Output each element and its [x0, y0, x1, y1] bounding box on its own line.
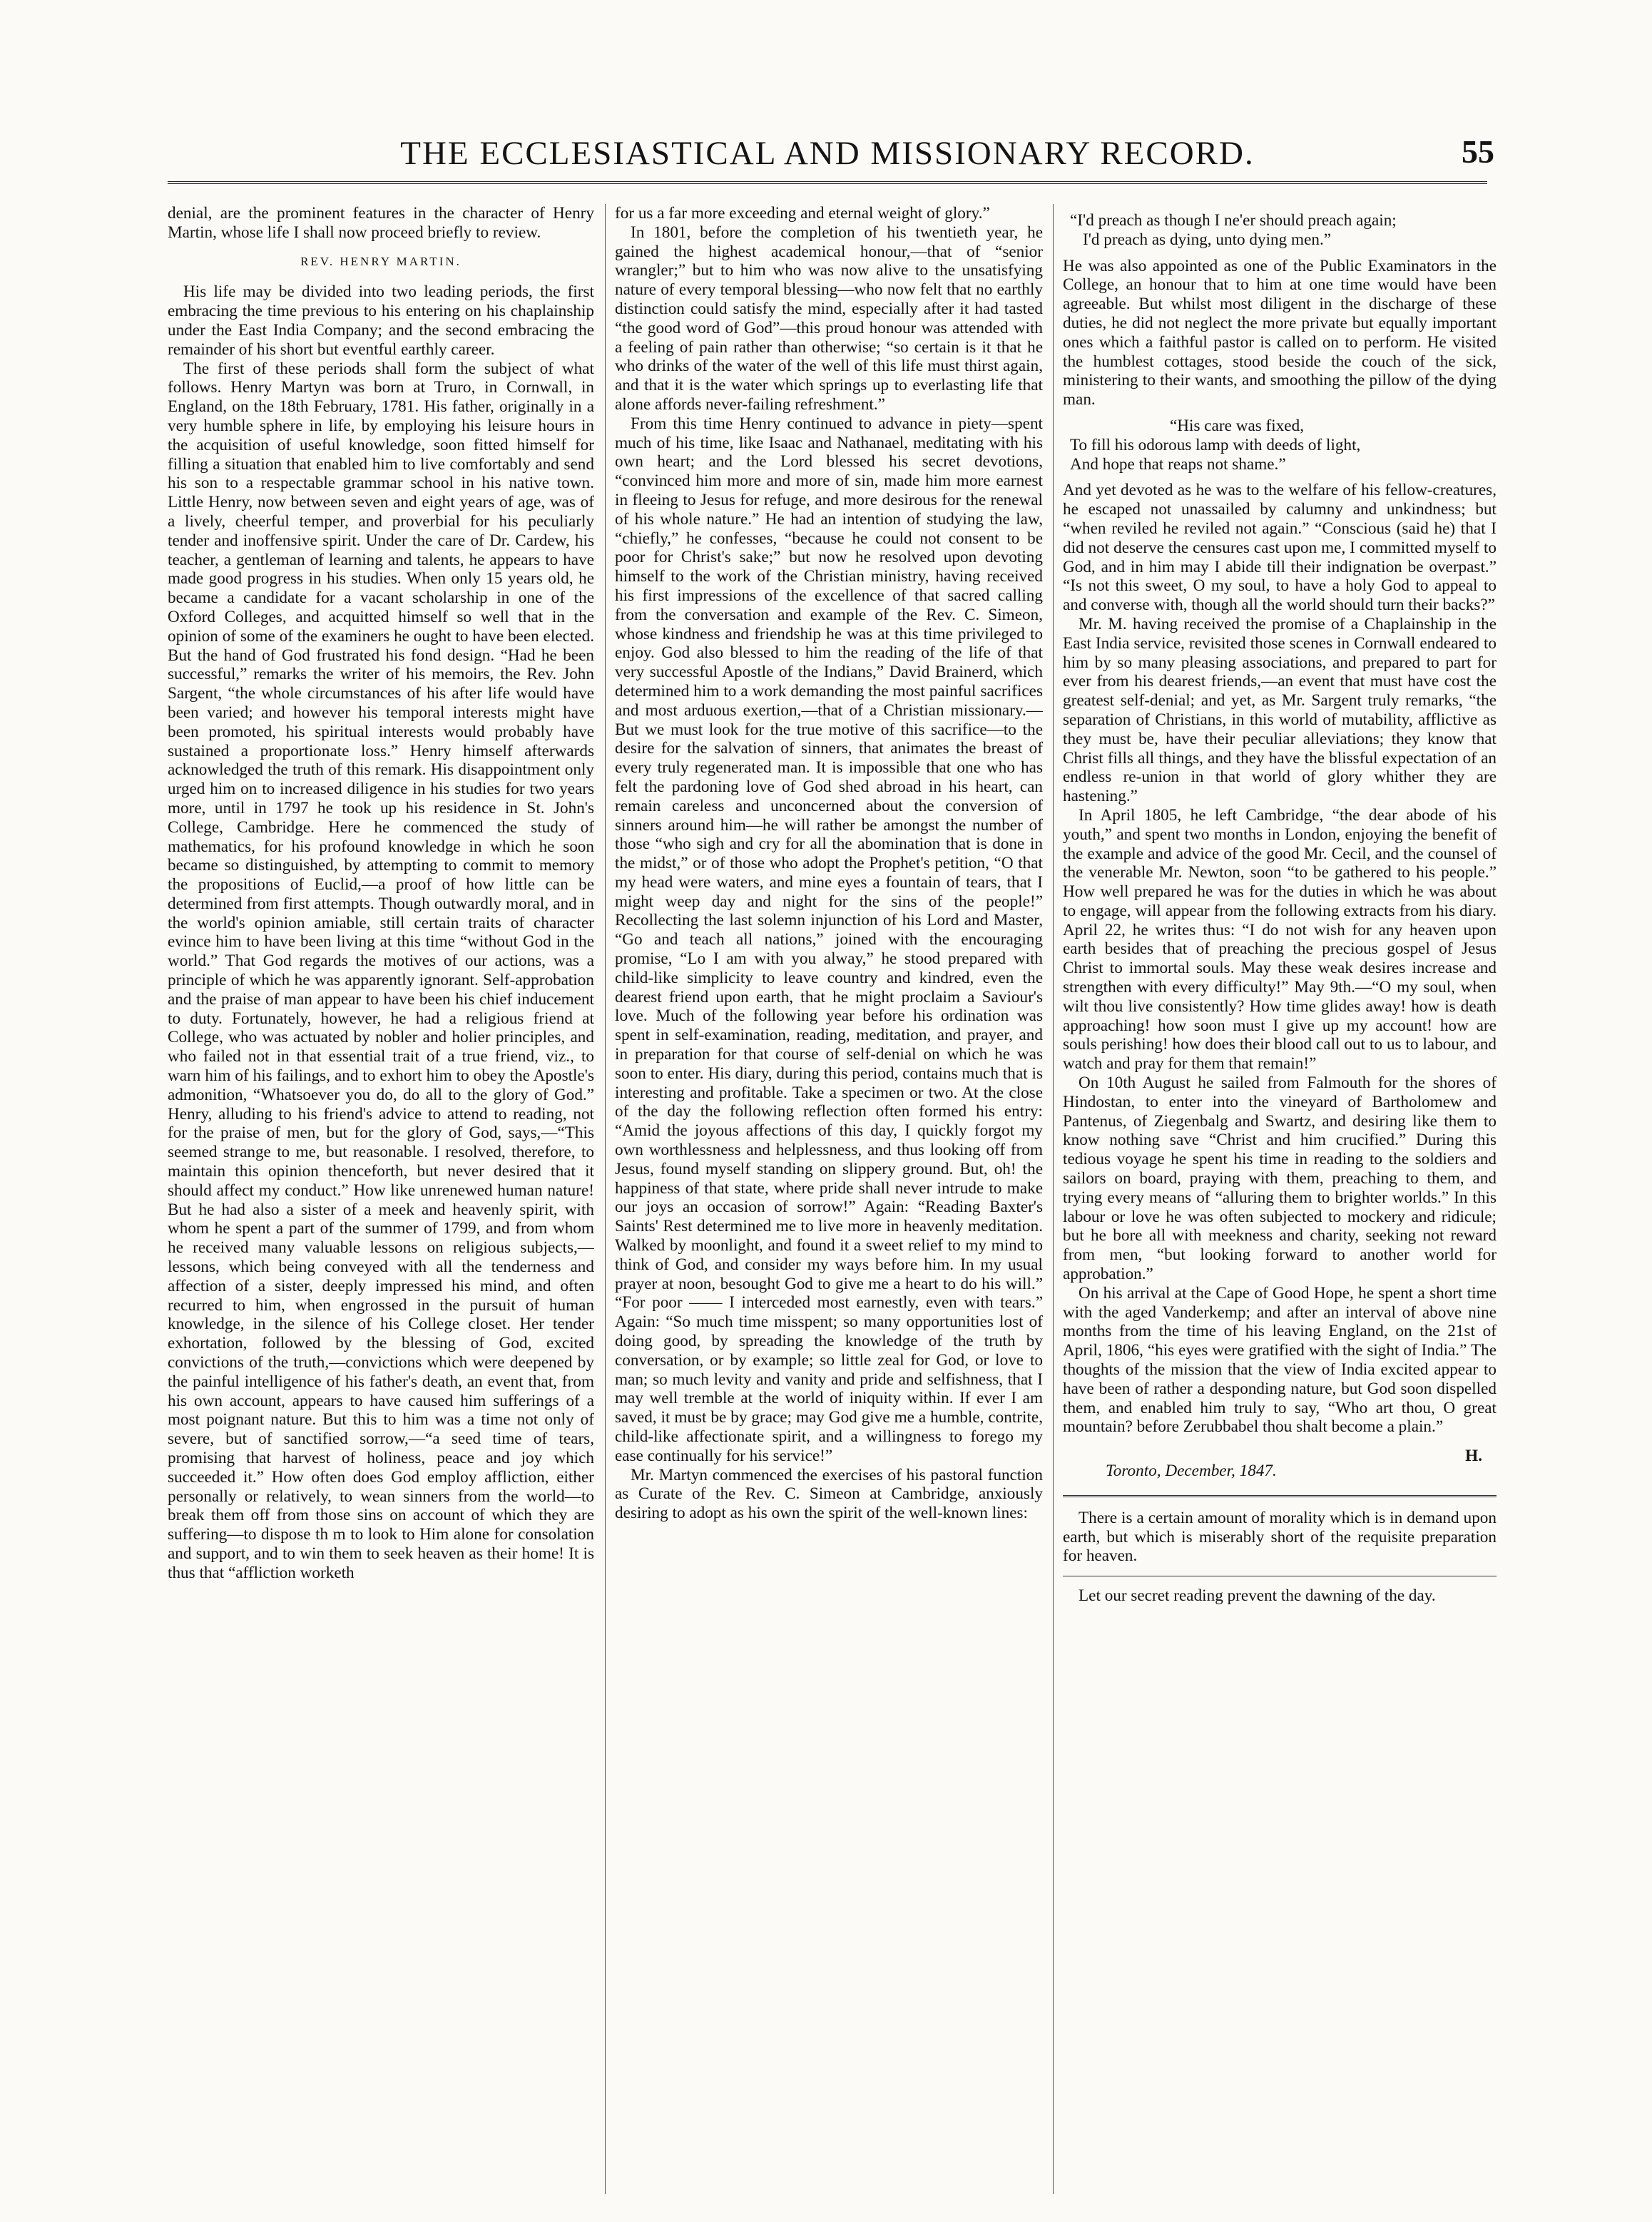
paragraph: On his arrival at the Cape of Good Hope, he spent a short time with the aged Vanderkemp; and after an interval of above nine months from the time of his leaving England, on the 21st of April, 1806, “his eyes were gratified with the sight of India.” The thoughts of the mission that the view of India excited appear to have been of rather a desponding nature, but God soon dispelled them, and enabled him truly to say, “Who art thou, O great mountain? before Zerubbabel thou shalt become a plain.”: [1063, 1283, 1497, 1437]
verse-line: And hope that reaps not shame.”: [1070, 454, 1286, 474]
paragraph: On 10th August he sailed from Falmouth for the shores of Hindostan, to enter into the vineyard of Bartholomew and Pantenus, of Ziegenbalg and Swartz, and desiring like them to know nothing save “Christ and him crucified.” During this tedious voyage he spent his time in reading to the soldiers and sailors on board, praying with them, preaching to them, and trying every means of “alluring them to brighter worlds.” In this labour or love he was often subjected to mockery and ridicule; but he bore all with meekness and charity, seeking not reward from men, “but looking forward to another world for approbation.”: [1063, 1074, 1497, 1284]
verse-line: “I'd preach as though I ne'er should preach again;: [1070, 211, 1397, 230]
running-title: THE ECCLESIASTICAL AND MISSIONARY RECORD.: [400, 135, 1255, 172]
paragraph: denial, are the prominent features in the character of Henry Martin, whose life I shall now proceed briefly to review.: [168, 204, 594, 242]
paragraph: In 1801, before the completion of his twentieth year, he gained the highest academical honour,—that of “senior wrangler;” but to him who was now alive to the unsatisfying nature of every temporal blessing—who now felt that no earthly distinction could satisfy the mind, especially after it had tasted “the good word of God”—this proud honour was attended with a feeling of pain rather than otherwise; “so certain is it that he who drinks of the water of the well of this life must thirst again, and that it is the water which springs up to everlasting life that alone affords never-failing refreshment.”: [615, 223, 1043, 414]
author-signature: H.: [1465, 1447, 1482, 1466]
verse-quote: [1063, 211, 1497, 250]
dateline: Toronto, December, 1847.: [1106, 1462, 1277, 1480]
page-header: [168, 133, 1494, 177]
verse-line: To fill his odorous lamp with deeds of light,: [1070, 435, 1361, 454]
paragraph: And yet devoted as he was to the welfare of his fellow-creatures, he escaped not unassailed by calumny and unkindness; but “when reviled he reviled not again.” “Conscious (said he) that I did not deserve the censures cast upon me, I committed myself to God, and in him may I abide till their indignation be overpast.” “Is not this sweet, O my soul, to have a holy God to appeal to and converse with, though all the world should turn their backs?”: [1063, 481, 1497, 615]
paragraph: Mr. M. having received the promise of a Chaplainship in the East India service, revisited those scenes in Cornwall endeared to him by so many pleasing associations, and prepared to part for ever from his dearest friends,—an event that must have cost the greatest self-denial; and yet, as Mr. Sargent truly remarks, “the separation of Christians, in this world of mutability, afflictive as they must be, have their peculiar alleviations; they know that Christ fills all things, and they have the blissful expectation of an endless re-union in that world of glory whither they are hastening.”: [1063, 614, 1497, 806]
note-paragraph: There is a certain amount of morality which is in demand upon earth, but which is miserably short of the requisite preparation for heaven.: [1063, 1508, 1497, 1566]
paragraph: Mr. Martyn commenced the exercises of his pastoral function as Curate of the Rev. C. Simeon at Cambridge, anxiously desiring to adopt as his own the spirit of the well-known lines:: [615, 1465, 1043, 1523]
column-divider: [1053, 204, 1054, 2194]
column-3: [1063, 204, 1497, 2194]
column-divider: [605, 204, 606, 2194]
header-rule: [168, 181, 1487, 184]
paragraph: He was also appointed as one of the Public Examinators in the College, an honour that to him at one time would have been agreeable. But whilst most diligent in the discharge of these duties, he did not neglect the more private but equally important ones which a faithful pastor is called on to perform. He visited the humblest cottages, stood beside the couch of the sick, ministering to their wants, and smoothing the pillow of the dying man.: [1063, 256, 1497, 409]
section-heading: REV. HENRY MARTIN.: [300, 254, 462, 268]
paragraph: The first of these periods shall form the subject of what follows. Henry Martyn was born at Truro, in Cornwall, in England, on the 18th February, 1781. His father, originally in a very humble sphere in life, by employing his leisure hours in the acquisition of useful knowledge, soon fitted himself for filling a situation that enabled him to live comfortably and send his son to a respectable grammar school in his native town. Little Henry, now between seven and eight years of age, was of a lively, cheerful temper, and proverbial for his peculiarly tender and inoffensive spirit. Under the care of Dr. Cardew, his teacher, a gentleman of learning and talents, he appears to have made good progress in his studies. When only 15 years old, he became a candidate for a vacant scholarship in one of the Oxford Colleges, and acquitted himself so well that in the opinion of some of the examiners he ought to have been elected. But the hand of God frustrated his fond design. “Had he been successful,” remarks the writer of his memoirs, the Rev. John Sargent, “the whole circumstances of his after life would have been varied; and however his temporal interests might have been promoted, his spiritual interests would probably have sustained a proportionate loss.” Henry himself afterwards acknowledged the truth of this remark. His disappointment only urged him on to increased diligence in his studies for two years more, until in 1797 he took up his residence in St. John's College, Cambridge. Here he commenced the study of mathematics, for his profound knowledge in which he soon became so distinguished, by attempting to commit to memory the propositions of Euclid,—a proof of how little can be determined from first attempts. Though outwardly moral, and in the world's opinion amiable, still certain traits of character evince him to have been living at this time “without God in the world.” That God regards the motives of our actions, was a principle of which he was apparently ignorant. Self-approbation and the praise of man appear to have been his chief inducement to duty. Fortunately, however, he had a religious friend at College, who was actuated by nobler and holier principles, and who failed not in that essential trait of a true friend, viz., to warn him of his failings, and to exhort him to obey the Apostle's admonition, “Whatsoever you do, do all to the glory of God.” Henry, alluding to his friend's advice to attend to reading, not for the praise of men, but for the glory of God, says,—“This seemed strange to me, but reasonable. I resolved, therefore, to maintain this opinion thenceforth, but never desired that it should affect my conduct.” How like unrenewed human nature! But he had also a sister of a meek and heavenly spirit, with whom he spent a part of the summer of 1799, and from whom he received many valuable lessons on religious subjects,—lessons, which being conveyed with all the tenderness and affection of a sister, deeply impressed his mind, and often recurred to him, when engrossed in the pursuit of human knowledge, in the silence of his College closet. Her tender exhortation, followed by the blessing of God, excited convictions of the truth,—convictions which were deepened by the painful intelligence of his father's death, an event that, from his own account, appears to have caused him sufferings of a most poignant nature. But this to him was a time not only of severe, but of sanctified sorrow,—“a seed time of tears, promising that harvest of holiness, peace and joy which succeeded it.” How often does God employ affliction, either personally or relatively, to wean sinners from the world—to break them off from those sins on account of which they are suffering—to dispose th m to look to Him alone for consolation and support, and to win them to seek heaven as their home! It is thus that “affliction worketh: [168, 359, 594, 1582]
verse-quote: [1063, 417, 1497, 474]
column-1: [168, 204, 594, 2194]
note-paragraph: Let our secret reading prevent the dawning of the day.: [1079, 1586, 1436, 1606]
paragraph: In April 1805, he left Cambridge, “the dear abode of his youth,” and spent two months in London, enjoying the benefit of the example and advice of the good Mr. Cecil, and the counsel of the venerable Mr. Newton, soon “to be gathered to his people.” How well prepared he was for the duties in which he was about to engage, will appear from the following extracts from his diary. April 22, he writes thus: “I do not wish for any heaven upon earth besides that of preaching the precious gospel of Jesus Christ to immortal souls. May these weak desires increase and strengthen with every difficulty!” May 9th.—“O my soul, when wilt thou live consistently? How time glides away! how is death approaching! how soon must I give up my account! how are souls perishing! how does their blood call out to us to labour, and watch and pray for them that remain!”: [1063, 805, 1497, 1074]
paragraph: From this time Henry continued to advance in piety—spent much of his time, like Isaac and Nathanael, meditating with his own heart; and the Lord blessed his secret devotions, “convinced him more and more of sin, made him more earnest in fleeing to Jesus for refuge, and more desirous for the renewal of his whole nature.” He had an intention of studying the law, “chiefly,” he confesses, “because he could not consent to be poor for Christ's sake;” but now he resolved upon devoting himself to the work of the Christian ministry, having received his first impressions of the excellence of that sacred calling from the conversation and example of the Rev. C. Simeon, whose kindness and friendship he was at this time privileged to enjoy. God also blessed to him the reading of the life of that very successful Apostle of the Indians,” David Brainerd, which determined him to a work demanding the most painful sacrifices and most arduous exertion,—that of a Christian missionary.—But we must look for the true motive of this sacrifice—to the desire for the salvation of sinners, that animates the breast of every truly regenerated man. It is impossible that one who has felt the pardoning love of God shed abroad in his heart, can remain careless and unconcerned about the conversion of sinners around him—he will rather be amongst the number of those “who sigh and cry for all the abomination that is done in the midst,” or of those who adopt the Prophet's petition, “O that my head were waters, and mine eyes a fountain of tears, that I might weep day and night for the sins of the people!” Recollecting the last solemn injunction of his Lord and Master, “Go and teach all nations,” joined with the encouraging promise, “Lo I am with you alway,” he stood prepared with child-like simplicity to leave country and kindred, even the dearest friend upon earth, that he might proclaim a Saviour's love. Much of the following year before his ordination was spent in self-examination, reading, meditation, and prayer, and in preparation for that course of self-denial on which he was soon to enter. His diary, during this period, contains much that is interesting and profitable. Take a specimen or two. At the close of the day the following reflection often formed his entry: “Amid the joyous affections of this day, I quickly forgot my own worthlessness and helplessness, and thus looking off from Jesus, found myself standing on slippery ground. But, oh! the happiness of that state, where pride shall never intrude to make our joys an occasion of sorrow!” Again: “Reading Baxter's Saints' Rest determined me to live more in heavenly meditation. Walked by moonlight, and found it a sweet relief to my mind to think of God, and consider my ways before him. In my usual prayer at noon, besought God to give me a heart to do his will.” “For poor —— I interceded most earnestly, even with tears.” Again: “So much time misspent; so many opportunities lost of doing good, by spreading the knowledge of the truth by conversation, or by example; so little zeal for God, or love to man; so much levity and vanity and pride and selfishness, that I may well tremble at the world of iniquity within. If ever I am saved, it must be by grace; may God give me a humble, contrite, child-like affectionate spirit, and a willingness to forego my ease continually for his service!”: [615, 414, 1043, 1465]
page-number: 55: [1462, 133, 1494, 170]
paragraph: for us a far more exceeding and eternal weight of glory.”: [615, 204, 990, 223]
verse-line: “His care was fixed,: [1170, 416, 1304, 435]
section-rule: [1063, 1495, 1497, 1497]
paragraph: His life may be divided into two leading periods, the first embracing the time previous to his entering on his chaplainship under the East India Company; and the second embracing the remainder of his short but eventful earthly career.: [168, 282, 594, 359]
verse-line: I'd preach as dying, unto dying men.”: [1083, 230, 1332, 249]
column-2: [615, 204, 1043, 2194]
